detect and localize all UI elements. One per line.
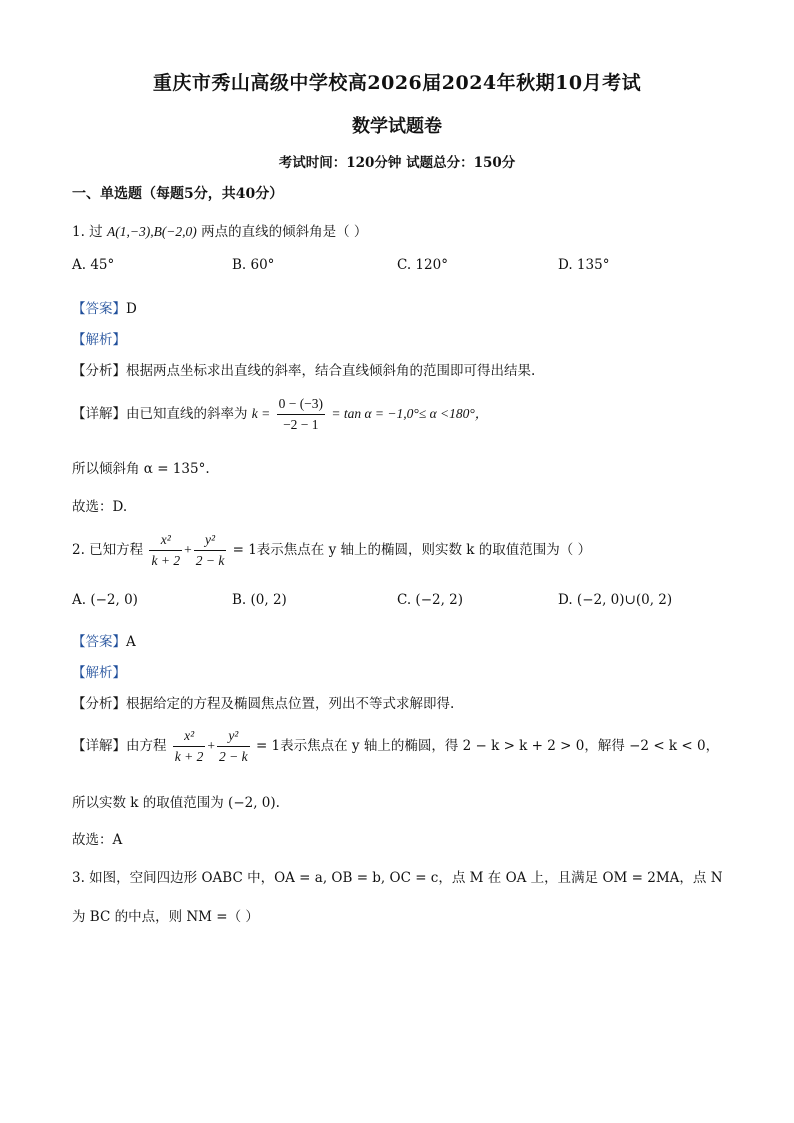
q1-option-c: C. 120° (397, 257, 448, 273)
q1-fenxi (72, 359, 535, 379)
answer-value: D (126, 301, 137, 317)
fenxi-text: 根据两点坐标求出直线的斜率，结合直线倾斜角的范围即可得出结果. (126, 363, 536, 379)
q1-choose: 故选：D. (72, 499, 128, 515)
detail-prefix: 由已知直线的斜率为 (126, 406, 248, 422)
slope-fraction (277, 394, 325, 435)
q2-option-a: A. (−2, 0) (72, 592, 138, 608)
question-3-line1: 3. 如图，空间四边形 OABC 中，OA = a, OB = b, OC = c，点 M 在 OA 上，且满足 OM = 2MA，点 N (72, 870, 723, 886)
document-subtitle: 数学试题卷 (352, 116, 442, 137)
q2-line2: 所以实数 k 的取值范围为 (−2, 0). (72, 795, 280, 811)
q1-detail (72, 394, 488, 435)
q2-option-c: C. (−2, 2) (397, 592, 464, 608)
q2-fraction-y-den: 2 − k (195, 553, 225, 568)
q2-detail-fraction-x (173, 726, 206, 767)
q1-option-a: A. 45° (72, 257, 115, 273)
q2-detail: 【详解】由方程 $\frac{\text{x²}}{k + 2}$ + $\frac{\text{y²}}{2 - k}$ = 1表示焦点在 y 轴上的椭圆，得 2 − k > k + 2 > 0，解得 −2 < k < 0， (72, 726, 719, 767)
detail-k: k = (251, 406, 271, 421)
q2-fraction-y (194, 530, 227, 571)
fenxi-tag: 【分析】 (72, 363, 126, 379)
question-3-line2: 为 BC 的中点，则 NM =（ ） (72, 909, 259, 925)
question-1-suffix: 两点的直线的倾斜角是（ ） (201, 224, 368, 240)
slope-numerator: 0 − (−3) (277, 394, 325, 415)
fenxi-tag: 【分析】 (72, 696, 126, 712)
question-1-points: A(1,−3),B(−2,0) (106, 224, 197, 239)
detail-rest: = tan α = −1,0°≤ α <180°， (331, 406, 489, 421)
q2-option-b: B. (0, 2) (232, 592, 287, 608)
q2-fraction-x-den: k + 2 (151, 553, 181, 568)
question-2-prefix: 2. 已知方程 (72, 542, 144, 558)
q1-answer (72, 297, 137, 317)
question-1-prefix: 1. 过 (72, 224, 103, 240)
q2-fraction-x-num: x² (149, 530, 182, 551)
analysis-tag: 【解析】 (72, 665, 126, 681)
exam-info: 考试时间：120分钟 试题总分：150分 (278, 155, 516, 171)
q2-answer (72, 630, 136, 650)
analysis-tag: 【解析】 (72, 332, 126, 348)
q1-option-b: B. 60° (232, 257, 275, 273)
question-2-after: = 1表示焦点在 y 轴上的椭圆，则实数 k 的取值范围为（ ） (232, 542, 592, 558)
q2-detail-fraction-y (217, 726, 250, 767)
q1-line2: 所以倾斜角 α = 135°. (72, 461, 210, 477)
q2-detail-fraction-x-num: x² (173, 726, 206, 747)
q2-fenxi (72, 692, 454, 712)
q2-detail-fraction-x-den: k + 2 (174, 749, 204, 764)
detail-rest: = 1表示焦点在 y 轴上的椭圆，得 2 − k > k + 2 > 0，解得 −2 < k < 0， (255, 738, 720, 754)
fenxi-text: 根据给定的方程及椭圆焦点位置，列出不等式求解即得. (126, 696, 455, 712)
answer-tag: 【答案】 (72, 634, 126, 650)
q2-choose: 故选：A (72, 832, 123, 848)
answer-tag: 【答案】 (72, 301, 126, 317)
detail-prefix: 由方程 (126, 738, 167, 754)
q2-option-d: D. (−2, 0)∪(0, 2) (558, 592, 673, 608)
q2-detail-fraction-y-num: y² (217, 726, 250, 747)
document-title: 重庆市秀山高级中学校高2026届2024年秋期10月考试 (152, 72, 642, 94)
detail-tag: 【详解】 (72, 406, 126, 422)
q2-detail-fraction-y-den: 2 − k (219, 749, 248, 764)
q2-fraction-x (149, 530, 182, 571)
q1-option-d: D. 135° (558, 257, 610, 273)
q2-fraction-y-num: y² (194, 530, 227, 551)
q2-analysis-tag (72, 661, 126, 681)
answer-value: A (126, 634, 136, 650)
question-1 (72, 220, 367, 240)
detail-tag: 【详解】 (72, 738, 126, 754)
question-2: 2. 已知方程 $\frac{\text{x²}}{k + 2}$ + $\frac{\text{y²}}{2 - k}$ = 1表示焦点在 y 轴上的椭圆，则实数 k 的取值范围为（ ） (72, 530, 591, 571)
slope-denominator: −2 − 1 (283, 417, 319, 432)
section-heading: 一、单选题（每题5分，共40分） (72, 186, 284, 202)
q1-analysis-tag (72, 328, 126, 348)
